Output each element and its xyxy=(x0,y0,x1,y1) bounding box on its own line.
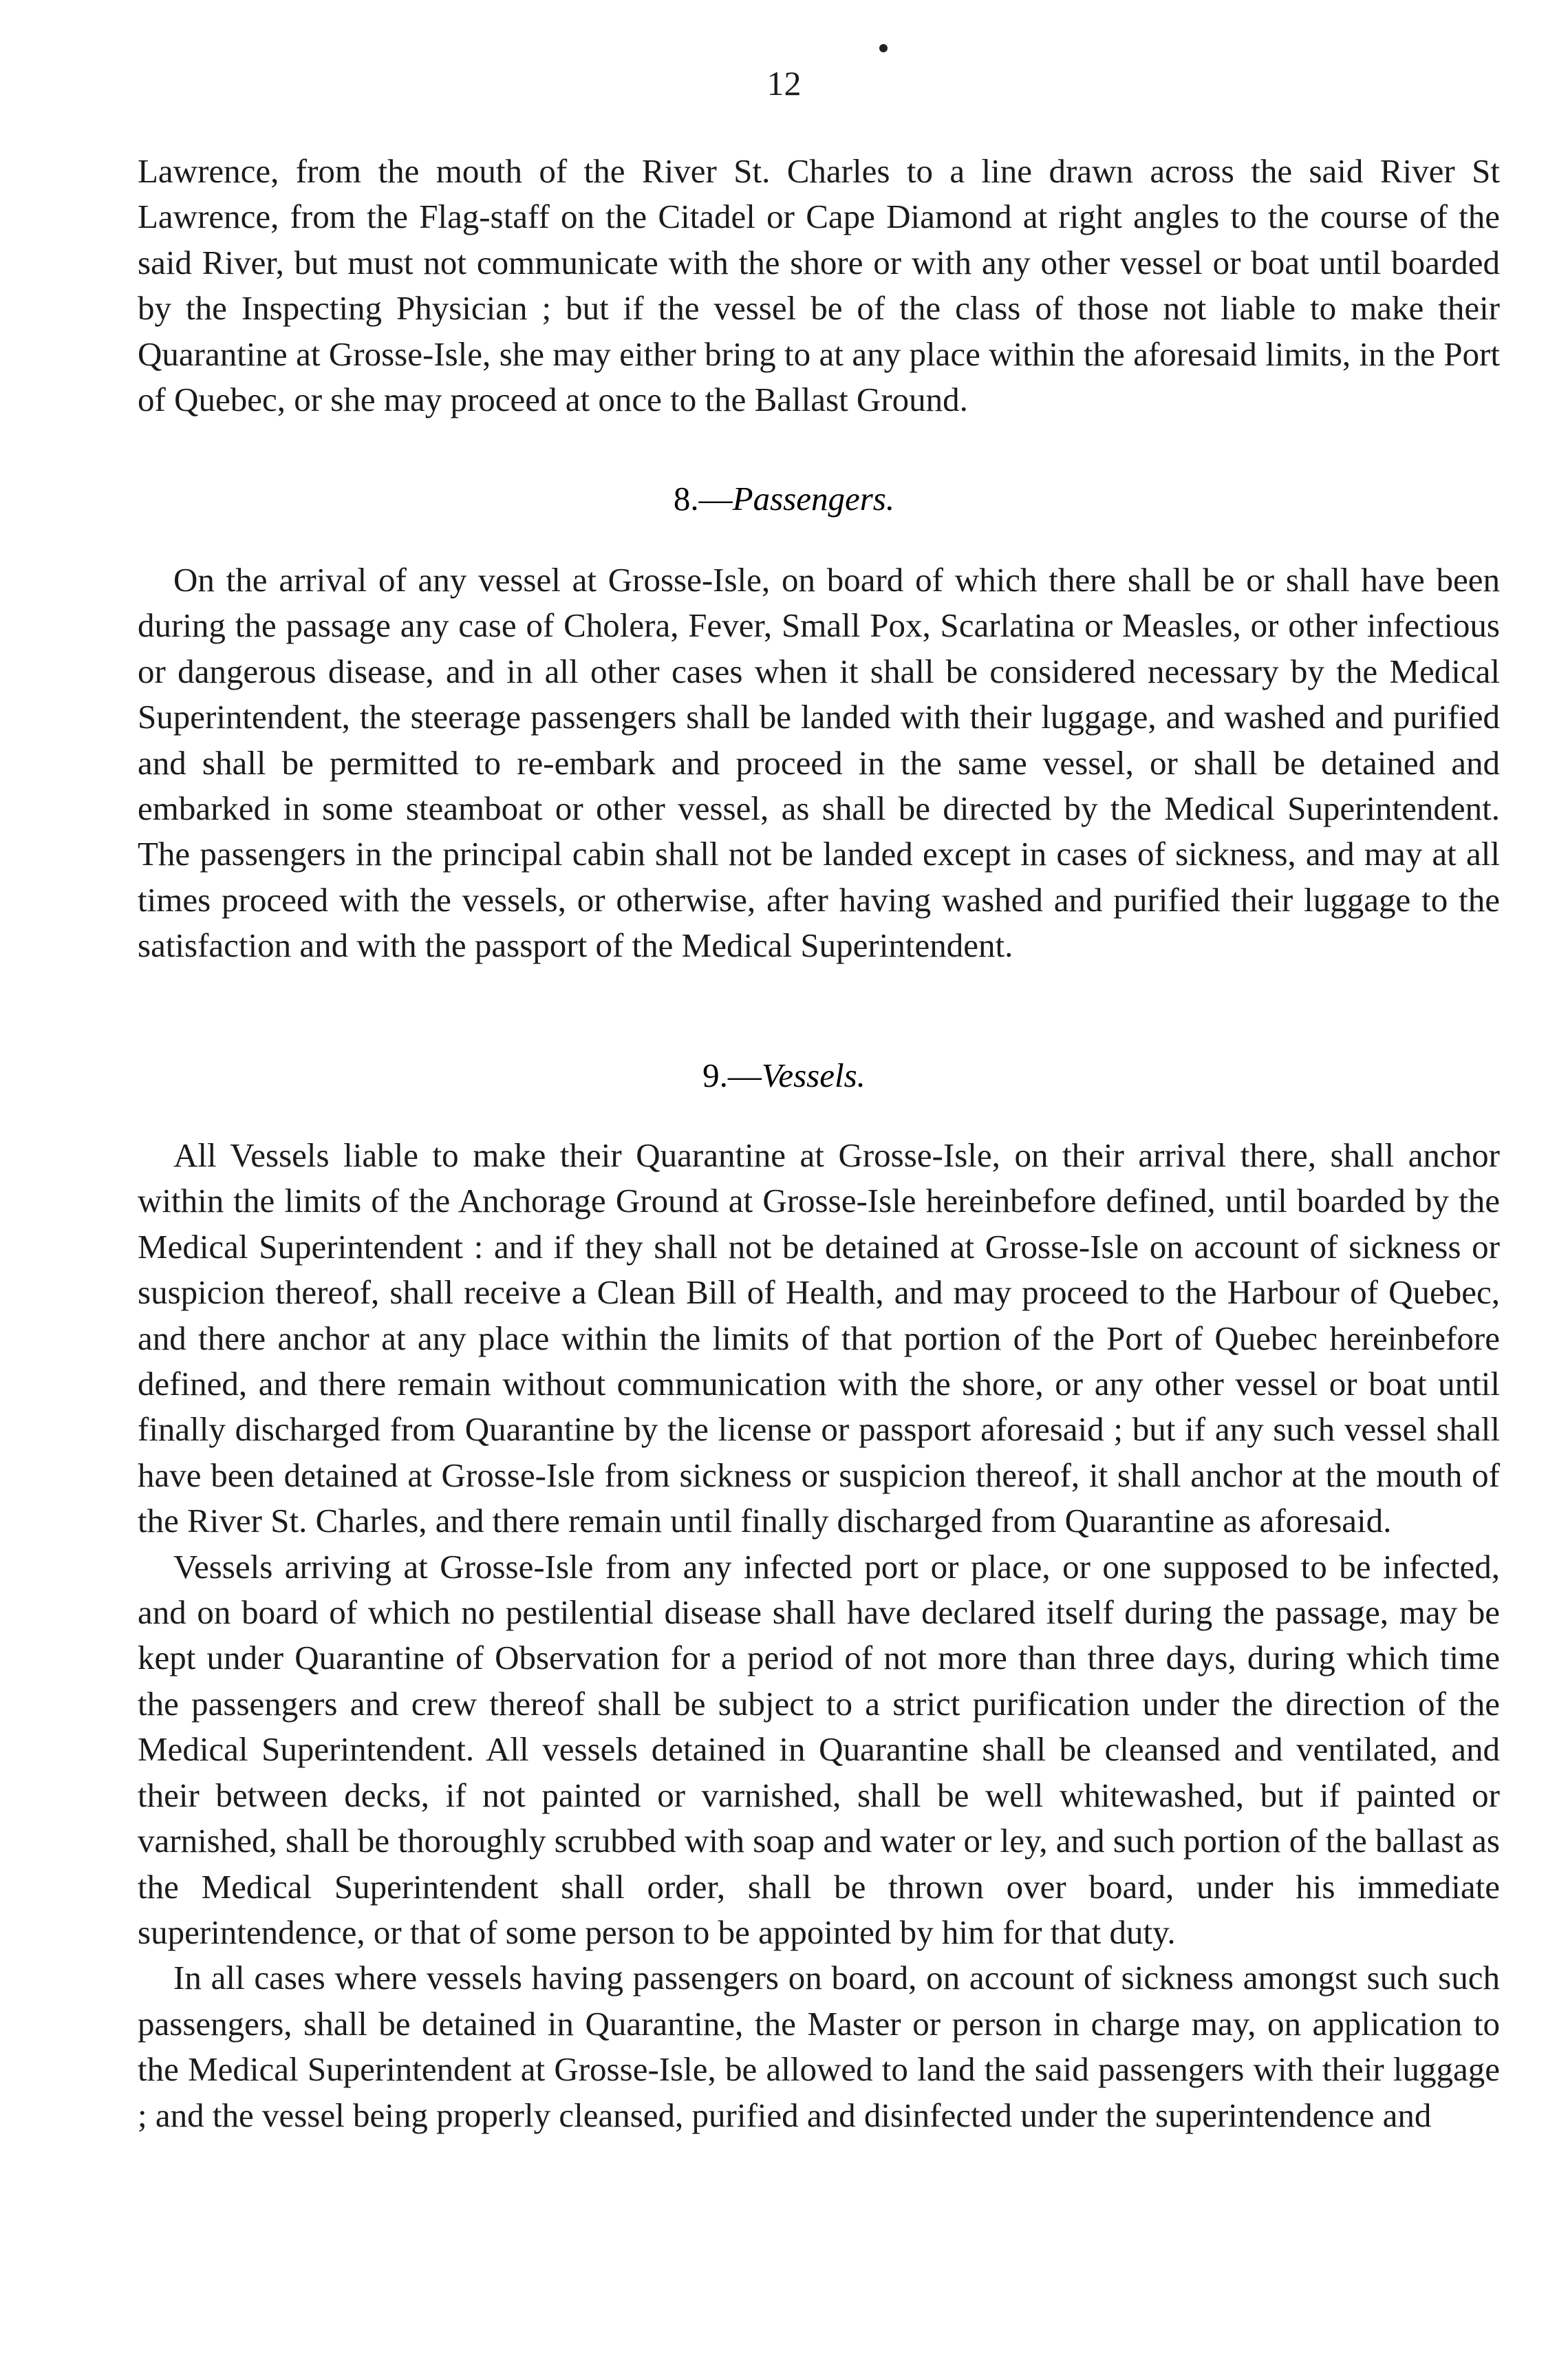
section-number: 8.— xyxy=(673,480,733,518)
vessels-text-block xyxy=(138,1133,1500,2138)
vessels-paragraph-observation: Vessels arriving at Grosse-Isle from any infected port or place, or one supposed to be infected, and on board of which no pestilential disease shall have declared itself during the passage, may be kept under Quarantine of Observation for a period of not more than three days, during which time the passengers and crew thereof shall be subject to a strict purification under the direction of the Medical Superintendent. All vessels detained in Quarantine shall be cleansed and ventilated, and their between decks, if not painted or varnished, shall be well whitewashed, but if painted or varnished, shall be thoroughly scrubbed with soap and water or ley, and such portion of the ballast as the Medical Superintendent shall order, shall be thrown over board, under his immediate superintendence, or that of some person to be appointed by him for that duty. xyxy=(138,1547,1500,1951)
passengers-text-block xyxy=(138,557,1500,969)
section-title: Passengers. xyxy=(732,480,895,518)
vessels-paragraph-anchorage: All Vessels liable to make their Quarantine at Grosse-Isle, on their arrival there, shall anchor within the limits of the Anchorage Ground at Grosse-Isle hereinbefore defined, until boarded by the Medical Superintendent : and if they shall not be detained at Grosse-Isle on account of sickness or suspicion thereof, shall receive a Clean Bill of Health, and may proceed to the Harbour of Quebec, and there anchor at any place within the limits of that portion of the Port of Quebec hereinbefore defined, and there remain without communication with the shore, or any other vessel or boat until finally discharged from Quarantine by the license or passport aforesaid ; but if any such vessel shall have been detained at Grosse-Isle from sickness or suspicion thereof, it shall anchor at the mouth of the River St. Charles, and there remain until finally discharged from Quarantine as aforesaid. xyxy=(138,1136,1500,1540)
section-heading-vessels xyxy=(0,1053,1568,1098)
intro-text-block xyxy=(138,149,1500,423)
vessels-paragraph-landing: In all cases where vessels having passengers on board, on account of sickness amongst such such passengers, shall be detained in Quarantine, the Master or person in charge may, on application to the Medical Superintendent at Grosse-Isle, be allowed to land the said passengers with their luggage ; and the vessel being properly cleansed, purified and disinfected under the superintendence and xyxy=(138,1959,1500,2134)
page-number: 12 xyxy=(766,64,802,103)
intro-paragraph: Lawrence, from the mouth of the River St. Charles to a line drawn across the said River St Lawrence, from the Flag-staff on the Citadel or Cape Diamond at right angles to the course of the said River, but must not communicate with the shore or with any other vessel or boat until boarded by the Inspecting Physician ; but if the vessel be of the class of those not liable to make their Quarantine at Grosse-Isle, she may either bring to at any place within the aforesaid limits, in the Port of Quebec, or she may proceed at once to the Ballast Ground. xyxy=(138,152,1500,419)
section-heading-passengers xyxy=(0,476,1568,522)
section-title: Vessels. xyxy=(761,1056,866,1094)
passengers-paragraph: On the arrival of any vessel at Grosse-Isle, on board of which there shall be or shall have been during the passage any case of Cholera, Fever, Small Pox, Scarlatina or Measles, or other infectious or dangerous disease, and in all other cases when it shall be considered necessary by the Medical Superintendent, the steerage passengers shall be landed with their luggage, and washed and purified and shall be permitted to re-embark and proceed in the same vessel, or shall be detained and embarked in some steamboat or other vessel, as shall be directed by the Medical Superintendent. The passengers in the principal cabin shall not be landed except in cases of sickness, and may at all times proceed with the vessels, or otherwise, after having washed and purified their luggage to the satisfaction and with the passport of the Medical Superintendent. xyxy=(138,561,1500,965)
section-number: 9.— xyxy=(702,1056,762,1094)
ink-dot-mark xyxy=(879,44,888,52)
